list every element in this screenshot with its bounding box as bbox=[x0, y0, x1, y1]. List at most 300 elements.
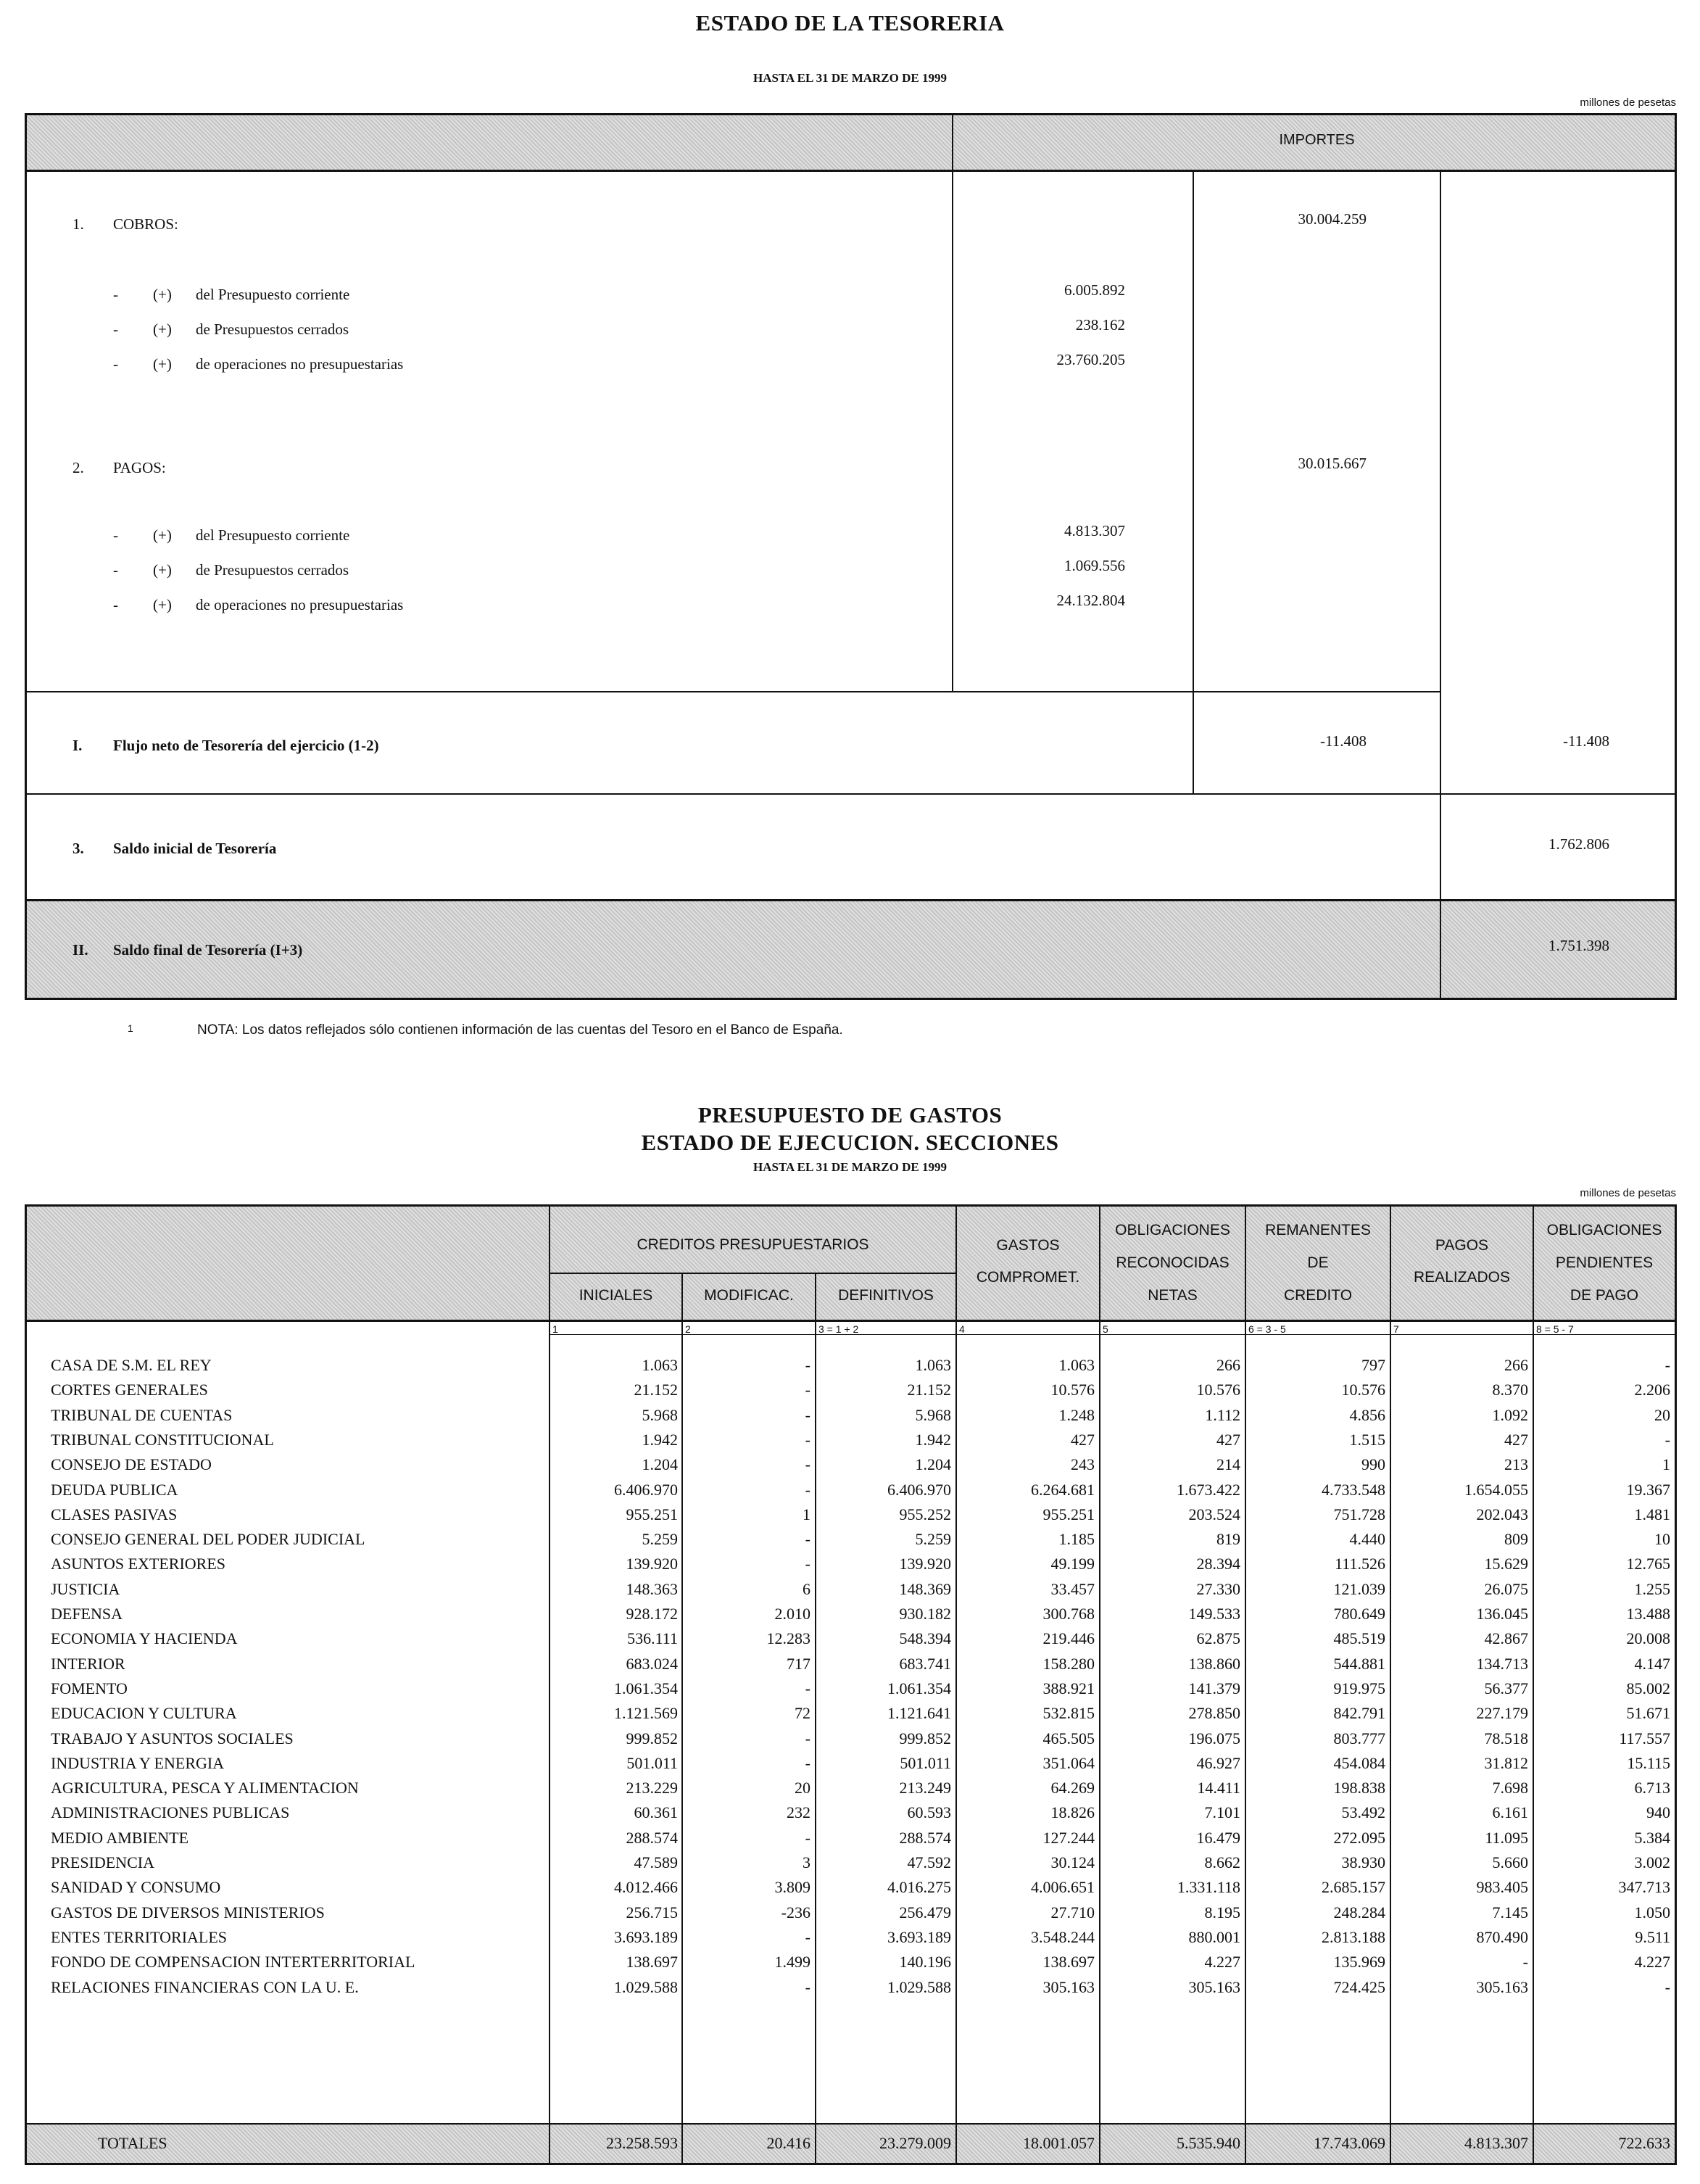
table-cell: 64.269 bbox=[1050, 1779, 1095, 1797]
table-cell: 797 bbox=[1361, 1356, 1385, 1374]
table-cell: 955.251 bbox=[626, 1505, 678, 1523]
table-cell: 243 bbox=[1071, 1455, 1095, 1473]
table-cell: 1.063 bbox=[915, 1356, 951, 1374]
cobros-total: 30.004.259 bbox=[1298, 210, 1367, 228]
table-cell: - bbox=[805, 1754, 810, 1772]
section-name: JUSTICIA bbox=[51, 1580, 120, 1598]
section-name: FOMENTO bbox=[51, 1679, 128, 1697]
table-cell: 1.050 bbox=[1634, 1903, 1670, 1922]
table-cell: 1.063 bbox=[642, 1356, 678, 1374]
importes-header: IMPORTES bbox=[1279, 132, 1355, 148]
table-cell: 3 bbox=[803, 1853, 810, 1871]
table-cell: 51.671 bbox=[1626, 1704, 1670, 1722]
table-cell: 983.405 bbox=[1476, 1878, 1528, 1896]
table-cell: 485.519 bbox=[1333, 1629, 1385, 1647]
table-cell: 955.251 bbox=[1042, 1505, 1095, 1523]
table-cell: 5.259 bbox=[642, 1530, 678, 1548]
table-cell: 256.479 bbox=[899, 1903, 951, 1922]
table-cell: 4.856 bbox=[1349, 1406, 1385, 1424]
table-cell: 6.264.681 bbox=[1031, 1481, 1095, 1499]
table-cell: 880.001 bbox=[1188, 1928, 1240, 1946]
table-cell: 724.425 bbox=[1333, 1978, 1385, 1996]
budget-units: millones de pesetas bbox=[1580, 1187, 1676, 1199]
totals-cell: 17.743.069 bbox=[1314, 2134, 1385, 2152]
section-name: CORTES GENERALES bbox=[51, 1381, 208, 1399]
table-cell: 4.006.651 bbox=[1031, 1878, 1095, 1896]
cobros-item-value: 6.005.892 bbox=[1064, 281, 1125, 299]
table-cell: 928.172 bbox=[626, 1605, 678, 1623]
header-gastos-l1: GASTOS bbox=[996, 1237, 1060, 1254]
table-cell: 149.533 bbox=[1188, 1605, 1240, 1623]
table-cell: - bbox=[1664, 1978, 1670, 1996]
header-iniciales: INICIALES bbox=[579, 1287, 653, 1304]
table-cell: 1.942 bbox=[915, 1431, 951, 1449]
table-cell: 20 bbox=[795, 1779, 810, 1797]
section-name: DEUDA PUBLICA bbox=[51, 1481, 178, 1499]
table-cell: 15.629 bbox=[1484, 1555, 1528, 1573]
table-cell: 53.492 bbox=[1341, 1803, 1385, 1821]
table-cell: 127.244 bbox=[1042, 1829, 1095, 1847]
table-cell: - bbox=[805, 1729, 810, 1747]
table-cell: 135.969 bbox=[1333, 1953, 1385, 1971]
totals-label: TOTALES bbox=[98, 2134, 167, 2152]
table-cell: 501.011 bbox=[626, 1754, 678, 1772]
table-cell: 6 bbox=[803, 1580, 810, 1598]
saldo-inicial-label: Saldo inicial de Tesorería bbox=[113, 840, 277, 857]
table-cell: 1.092 bbox=[1492, 1406, 1528, 1424]
table-cell: 111.526 bbox=[1335, 1555, 1385, 1573]
table-cell: 12.283 bbox=[766, 1629, 810, 1647]
table-cell: 117.557 bbox=[1619, 1729, 1670, 1747]
note-mark: 1 bbox=[128, 1022, 133, 1034]
table-cell: 14.411 bbox=[1197, 1779, 1240, 1797]
table-cell: 1.112 bbox=[1205, 1406, 1240, 1424]
table-cell: 1.029.588 bbox=[614, 1978, 678, 1996]
treasury-subtitle: HASTA EL 31 DE MARZO DE 1999 bbox=[752, 71, 947, 85]
table-cell: 300.768 bbox=[1042, 1605, 1095, 1623]
table-cell: 72 bbox=[795, 1704, 810, 1722]
totals-cell: 18.001.057 bbox=[1023, 2134, 1095, 2152]
table-cell: 134.713 bbox=[1476, 1655, 1528, 1673]
table-cell: 1.248 bbox=[1058, 1406, 1095, 1424]
table-cell: 683.741 bbox=[899, 1655, 951, 1673]
table-cell: 15.115 bbox=[1627, 1754, 1670, 1772]
cobros-item-sign: (+) bbox=[153, 320, 172, 338]
table-cell: 6.713 bbox=[1634, 1779, 1670, 1797]
table-cell: 121.039 bbox=[1333, 1580, 1385, 1598]
table-cell: 4.227 bbox=[1634, 1953, 1670, 1971]
table-cell: 213.229 bbox=[626, 1779, 678, 1797]
table-cell: 427 bbox=[1216, 1431, 1240, 1449]
pagos-number: 2. bbox=[72, 459, 84, 476]
saldo-final-number: II. bbox=[72, 941, 88, 959]
saldo-final-value: 1.751.398 bbox=[1548, 937, 1609, 954]
totals-cell: 23.258.593 bbox=[606, 2134, 678, 2152]
table-cell: 266 bbox=[1504, 1356, 1528, 1374]
cobros-item-sign: (+) bbox=[153, 286, 172, 303]
table-cell: 62.875 bbox=[1196, 1629, 1240, 1647]
section-name: GASTOS DE DIVERSOS MINISTERIOS bbox=[51, 1903, 325, 1922]
table-cell: 27.330 bbox=[1196, 1580, 1240, 1598]
table-cell: 85.002 bbox=[1626, 1679, 1670, 1697]
pagos-item-dash: - bbox=[113, 561, 118, 579]
header-pagos-l2: REALIZADOS bbox=[1413, 1269, 1511, 1286]
section-name: CONSEJO DE ESTADO bbox=[51, 1455, 212, 1473]
table-cell: 202.043 bbox=[1476, 1505, 1528, 1523]
table-cell: 7.101 bbox=[1204, 1803, 1240, 1821]
table-cell: 1.204 bbox=[642, 1455, 678, 1473]
pagos-item-sign: (+) bbox=[153, 596, 172, 613]
table-cell: 501.011 bbox=[900, 1754, 951, 1772]
table-cell: 1.331.118 bbox=[1177, 1878, 1240, 1896]
table-cell: 2.685.157 bbox=[1322, 1878, 1385, 1896]
table-cell: - bbox=[1664, 1356, 1670, 1374]
section-name: ADMINISTRACIONES PUBLICAS bbox=[51, 1803, 290, 1821]
pagos-item-dash: - bbox=[113, 596, 118, 613]
table-cell: 347.713 bbox=[1618, 1878, 1670, 1896]
table-cell: 21.152 bbox=[634, 1381, 678, 1399]
totals-cell: 5.535.940 bbox=[1177, 2134, 1240, 2152]
section-name: ENTES TERRITORIALES bbox=[51, 1928, 228, 1946]
table-cell: 138.860 bbox=[1188, 1655, 1240, 1673]
table-cell: 16.479 bbox=[1196, 1829, 1240, 1847]
table-cell: 1.061.354 bbox=[614, 1679, 678, 1697]
pagos-item-label: de operaciones no presupuestarias bbox=[196, 596, 404, 613]
table-cell: 219.446 bbox=[1042, 1629, 1095, 1647]
table-cell: 5.259 bbox=[915, 1530, 951, 1548]
table-cell: 1 bbox=[1662, 1455, 1670, 1473]
table-cell: 6.406.970 bbox=[614, 1481, 678, 1499]
cobros-item-sign: (+) bbox=[153, 355, 172, 373]
table-cell: 27.710 bbox=[1050, 1903, 1095, 1922]
table-cell: 7.145 bbox=[1492, 1903, 1528, 1922]
table-cell: 26.075 bbox=[1484, 1580, 1528, 1598]
table-cell: - bbox=[805, 1978, 810, 1996]
table-cell: 272.095 bbox=[1333, 1829, 1385, 1847]
table-cell: 46.927 bbox=[1196, 1754, 1240, 1772]
section-name: TRIBUNAL DE CUENTAS bbox=[51, 1406, 233, 1424]
table-cell: 990 bbox=[1361, 1455, 1385, 1473]
table-cell: - bbox=[805, 1555, 810, 1573]
header-oblig-l1: OBLIGACIONES bbox=[1115, 1222, 1230, 1238]
col-number: 5 bbox=[1103, 1323, 1108, 1335]
cobros-number: 1. bbox=[72, 215, 84, 233]
flujo-value-total: -11.408 bbox=[1563, 732, 1609, 750]
table-cell: 7.698 bbox=[1492, 1779, 1528, 1797]
table-cell: 803.777 bbox=[1333, 1729, 1385, 1747]
table-cell: 454.084 bbox=[1333, 1754, 1385, 1772]
table-cell: - bbox=[805, 1679, 810, 1697]
table-cell: - bbox=[805, 1431, 810, 1449]
saldo-final-label: Saldo final de Tesorería (I+3) bbox=[113, 941, 303, 959]
col-number: 1 bbox=[552, 1323, 558, 1335]
table-cell: 42.867 bbox=[1484, 1629, 1528, 1647]
pagos-total: 30.015.667 bbox=[1298, 455, 1367, 472]
table-cell: 548.394 bbox=[899, 1629, 951, 1647]
totals-cell: 23.279.009 bbox=[879, 2134, 951, 2152]
section-name: EDUCACION Y CULTURA bbox=[51, 1704, 237, 1722]
section-name: INTERIOR bbox=[51, 1655, 125, 1673]
table-cell: 5.660 bbox=[1492, 1853, 1528, 1871]
section-name: MEDIO AMBIENTE bbox=[51, 1829, 189, 1847]
header-rem-l2: DE bbox=[1307, 1254, 1329, 1271]
pagos-item-value: 24.132.804 bbox=[1056, 592, 1125, 609]
pagos-item-value: 1.069.556 bbox=[1064, 557, 1125, 574]
table-cell: 1.673.422 bbox=[1177, 1481, 1240, 1499]
header-creditos: CREDITOS PRESUPUESTARIOS bbox=[637, 1236, 869, 1253]
header-pend-l3: DE PAGO bbox=[1570, 1287, 1639, 1304]
table-cell: 20.008 bbox=[1626, 1629, 1670, 1647]
table-cell: 3.002 bbox=[1634, 1853, 1670, 1871]
table-cell: 1.029.588 bbox=[887, 1978, 951, 1996]
table-cell: 5.384 bbox=[1634, 1829, 1670, 1847]
table-cell: - bbox=[1664, 1431, 1670, 1449]
table-cell: 544.881 bbox=[1333, 1655, 1385, 1673]
table-cell: 999.852 bbox=[626, 1729, 678, 1747]
totals-cell: 20.416 bbox=[766, 2134, 810, 2152]
table-cell: 18.826 bbox=[1050, 1803, 1095, 1821]
section-name: RELACIONES FINANCIERAS CON LA U. E. bbox=[51, 1978, 359, 1996]
table-cell: - bbox=[805, 1406, 810, 1424]
table-cell: 4.016.275 bbox=[887, 1878, 951, 1896]
totals-cell: 4.813.307 bbox=[1464, 2134, 1528, 2152]
table-cell: 955.252 bbox=[899, 1505, 951, 1523]
table-cell: 21.152 bbox=[907, 1381, 951, 1399]
table-cell: 1.204 bbox=[915, 1455, 951, 1473]
table-cell: 532.815 bbox=[1042, 1704, 1095, 1722]
table-cell: 1.185 bbox=[1058, 1530, 1095, 1548]
table-cell: 9.511 bbox=[1635, 1928, 1670, 1946]
table-cell: 60.361 bbox=[634, 1803, 678, 1821]
table-cell: 351.064 bbox=[1042, 1754, 1095, 1772]
table-cell: 8.370 bbox=[1492, 1381, 1528, 1399]
table-cell: 1.121.641 bbox=[887, 1704, 951, 1722]
table-cell: 930.182 bbox=[899, 1605, 951, 1623]
section-name: INDUSTRIA Y ENERGIA bbox=[51, 1754, 225, 1772]
header-pagos-l1: PAGOS bbox=[1435, 1237, 1489, 1254]
header-pend-l2: PENDIENTES bbox=[1555, 1254, 1654, 1271]
section-name: ECONOMIA Y HACIENDA bbox=[51, 1629, 238, 1647]
table-cell: 136.045 bbox=[1476, 1605, 1528, 1623]
table-cell: 13.488 bbox=[1626, 1605, 1670, 1623]
table-cell: 388.921 bbox=[1042, 1679, 1095, 1697]
table-cell: 47.592 bbox=[907, 1853, 951, 1871]
treasury-units: millones de pesetas bbox=[1580, 96, 1676, 109]
table-cell: 11.095 bbox=[1485, 1829, 1528, 1847]
treasury-title: ESTADO DE LA TESORERIA bbox=[695, 10, 1005, 36]
table-cell: 751.728 bbox=[1333, 1505, 1385, 1523]
table-cell: 3.809 bbox=[774, 1878, 810, 1896]
cobros-item-value: 238.162 bbox=[1075, 316, 1125, 334]
table-cell: 213 bbox=[1504, 1455, 1528, 1473]
pagos-label: PAGOS: bbox=[113, 459, 166, 476]
table-cell: 999.852 bbox=[899, 1729, 951, 1747]
table-cell: 158.280 bbox=[1042, 1655, 1095, 1673]
table-cell: - bbox=[805, 1481, 810, 1499]
col-number: 8 = 5 - 7 bbox=[1536, 1323, 1574, 1335]
table-cell: 1.515 bbox=[1349, 1431, 1385, 1449]
table-cell: 10 bbox=[1654, 1530, 1670, 1548]
header-rem-l1: REMANENTES bbox=[1265, 1222, 1371, 1238]
table-cell: 139.920 bbox=[626, 1555, 678, 1573]
table-cell: 198.838 bbox=[1333, 1779, 1385, 1797]
table-cell: - bbox=[805, 1928, 810, 1946]
table-cell: 780.649 bbox=[1333, 1605, 1385, 1623]
table-cell: 842.791 bbox=[1333, 1704, 1385, 1722]
table-cell: 60.593 bbox=[907, 1803, 951, 1821]
table-cell: 1.255 bbox=[1634, 1580, 1670, 1598]
cobros-label: COBROS: bbox=[113, 215, 178, 233]
table-cell: 1 bbox=[803, 1505, 810, 1523]
table-cell: - bbox=[805, 1455, 810, 1473]
section-name: CONSEJO GENERAL DEL PODER JUDICIAL bbox=[51, 1530, 365, 1548]
table-cell: 278.850 bbox=[1188, 1704, 1240, 1722]
section-name: PRESIDENCIA bbox=[51, 1853, 155, 1871]
table-cell: 141.379 bbox=[1188, 1679, 1240, 1697]
table-cell: 148.369 bbox=[899, 1580, 951, 1598]
section-name: TRABAJO Y ASUNTOS SOCIALES bbox=[51, 1729, 294, 1747]
cobros-item-label: de Presupuestos cerrados bbox=[196, 320, 349, 338]
table-cell: 683.024 bbox=[626, 1655, 678, 1673]
section-name: FONDO DE COMPENSACION INTERTERRITORIAL bbox=[51, 1953, 415, 1971]
cobros-item-label: de operaciones no presupuestarias bbox=[196, 355, 404, 373]
table-cell: 465.505 bbox=[1042, 1729, 1095, 1747]
table-cell: 213.249 bbox=[899, 1779, 951, 1797]
table-cell: 1.061.354 bbox=[887, 1679, 951, 1697]
flujo-number: I. bbox=[72, 737, 83, 754]
table-cell: 919.975 bbox=[1333, 1679, 1385, 1697]
header-definitivos: DEFINITIVOS bbox=[838, 1287, 934, 1304]
table-cell: 3.548.244 bbox=[1031, 1928, 1095, 1946]
table-cell: 78.518 bbox=[1484, 1729, 1528, 1747]
pagos-item-label: de Presupuestos cerrados bbox=[196, 561, 349, 579]
header-oblig-l2: RECONOCIDAS bbox=[1116, 1254, 1230, 1271]
table-cell: 427 bbox=[1071, 1431, 1095, 1449]
table-cell: 2.813.188 bbox=[1322, 1928, 1385, 1946]
table-cell: 288.574 bbox=[899, 1829, 951, 1847]
table-cell: 305.163 bbox=[1042, 1978, 1095, 1996]
section-name: CASA DE S.M. EL REY bbox=[51, 1356, 212, 1374]
table-cell: 2.206 bbox=[1634, 1381, 1670, 1399]
table-cell: 1.481 bbox=[1634, 1505, 1670, 1523]
table-cell: 20 bbox=[1654, 1406, 1670, 1424]
table-cell: 427 bbox=[1504, 1431, 1528, 1449]
section-name: CLASES PASIVAS bbox=[51, 1505, 178, 1523]
table-cell: 8.662 bbox=[1204, 1853, 1240, 1871]
table-cell: 305.163 bbox=[1188, 1978, 1240, 1996]
cobros-item-dash: - bbox=[113, 320, 118, 338]
col-number: 4 bbox=[959, 1323, 965, 1335]
table-cell: 4.227 bbox=[1204, 1953, 1240, 1971]
table-cell: 214 bbox=[1216, 1455, 1240, 1473]
table-cell: 2.010 bbox=[774, 1605, 810, 1623]
saldo-inicial-value: 1.762.806 bbox=[1548, 835, 1609, 853]
header-gastos-l2: COMPROMET. bbox=[976, 1269, 1080, 1286]
table-cell: 8.195 bbox=[1204, 1903, 1240, 1922]
table-cell: 140.196 bbox=[899, 1953, 951, 1971]
cobros-item-label: del Presupuesto corriente bbox=[196, 286, 350, 303]
table-cell: 49.199 bbox=[1050, 1555, 1095, 1573]
totals-cell: 722.633 bbox=[1618, 2134, 1670, 2152]
table-cell: 10.576 bbox=[1341, 1381, 1385, 1399]
table-cell: 3.693.189 bbox=[614, 1928, 678, 1946]
table-cell: 138.697 bbox=[1042, 1953, 1095, 1971]
flujo-value: -11.408 bbox=[1320, 732, 1367, 750]
table-cell: 19.367 bbox=[1626, 1481, 1670, 1499]
col-number: 6 = 3 - 5 bbox=[1248, 1323, 1286, 1335]
pagos-item-label: del Presupuesto corriente bbox=[196, 526, 350, 544]
table-cell: 1.499 bbox=[774, 1953, 810, 1971]
table-cell: 30.124 bbox=[1050, 1853, 1095, 1871]
table-cell: 5.968 bbox=[642, 1406, 678, 1424]
table-cell: 266 bbox=[1216, 1356, 1240, 1374]
table-cell: -236 bbox=[781, 1903, 810, 1922]
table-cell: 809 bbox=[1504, 1530, 1528, 1548]
pagos-item-dash: - bbox=[113, 526, 118, 544]
flujo-label: Flujo neto de Tesorería del ejercicio (1-2) bbox=[113, 737, 379, 754]
budget-subtitle: HASTA EL 31 DE MARZO DE 1999 bbox=[752, 1160, 947, 1174]
saldo-inicial-number: 3. bbox=[72, 840, 84, 857]
table-cell: 3.693.189 bbox=[887, 1928, 951, 1946]
cobros-item-dash: - bbox=[113, 286, 118, 303]
budget-title-1: PRESUPUESTO DE GASTOS bbox=[697, 1102, 1003, 1128]
cobros-item-value: 23.760.205 bbox=[1056, 351, 1125, 368]
col-number: 7 bbox=[1393, 1323, 1399, 1335]
table-cell: 305.163 bbox=[1476, 1978, 1528, 1996]
pagos-item-value: 4.813.307 bbox=[1064, 522, 1125, 539]
table-cell: 227.179 bbox=[1476, 1704, 1528, 1722]
header-pend-l1: OBLIGACIONES bbox=[1546, 1222, 1662, 1238]
pagos-item-sign: (+) bbox=[153, 526, 172, 544]
cobros-item-dash: - bbox=[113, 355, 118, 373]
table-cell: 4.733.548 bbox=[1322, 1481, 1385, 1499]
table-cell: 38.930 bbox=[1341, 1853, 1385, 1871]
header-modificac: MODIFICAC. bbox=[704, 1287, 794, 1304]
pagos-item-sign: (+) bbox=[153, 561, 172, 579]
table-cell: 56.377 bbox=[1484, 1679, 1528, 1697]
section-name: ASUNTOS EXTERIORES bbox=[51, 1555, 226, 1573]
section-name: TRIBUNAL CONSTITUCIONAL bbox=[51, 1431, 274, 1449]
table-cell: 5.968 bbox=[915, 1406, 951, 1424]
table-cell: 288.574 bbox=[626, 1829, 678, 1847]
table-cell: - bbox=[805, 1829, 810, 1847]
table-cell: 4.012.466 bbox=[614, 1878, 678, 1896]
table-cell: 4.440 bbox=[1349, 1530, 1385, 1548]
table-cell: 203.524 bbox=[1188, 1505, 1240, 1523]
table-cell: 6.161 bbox=[1492, 1803, 1528, 1821]
table-cell: 1.654.055 bbox=[1464, 1481, 1528, 1499]
table-cell: 232 bbox=[787, 1803, 810, 1821]
table-cell: 1.063 bbox=[1058, 1356, 1095, 1374]
table-cell: 940 bbox=[1646, 1803, 1670, 1821]
table-cell: 138.697 bbox=[626, 1953, 678, 1971]
table-cell: 31.812 bbox=[1484, 1754, 1528, 1772]
table-cell: - bbox=[805, 1356, 810, 1374]
table-cell: - bbox=[1522, 1953, 1528, 1971]
section-name: AGRICULTURA, PESCA Y ALIMENTACION bbox=[51, 1779, 359, 1797]
table-cell: 12.765 bbox=[1626, 1555, 1670, 1573]
table-cell: 10.576 bbox=[1196, 1381, 1240, 1399]
table-cell: 717 bbox=[787, 1655, 810, 1673]
header-oblig-l3: NETAS bbox=[1148, 1287, 1198, 1304]
table-cell: - bbox=[805, 1530, 810, 1548]
section-name: SANIDAD Y CONSUMO bbox=[51, 1878, 221, 1896]
table-cell: 148.363 bbox=[626, 1580, 678, 1598]
table-cell: 33.457 bbox=[1050, 1580, 1095, 1598]
table-cell: 28.394 bbox=[1196, 1555, 1240, 1573]
table-cell: 1.942 bbox=[642, 1431, 678, 1449]
table-cell: 139.920 bbox=[899, 1555, 951, 1573]
